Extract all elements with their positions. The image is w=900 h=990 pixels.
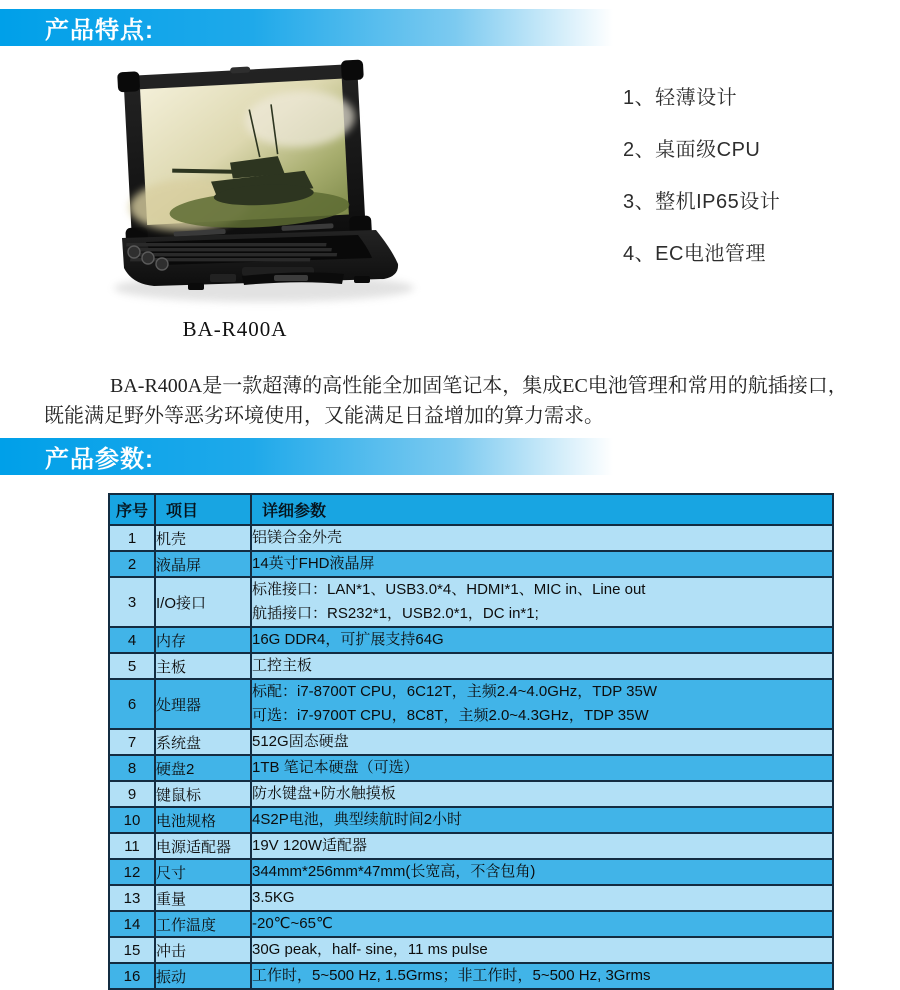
cell-no: 2 <box>109 551 155 577</box>
detail-line: -20℃~65℃ <box>252 915 333 932</box>
cell-details <box>251 577 833 627</box>
cell-item: 主板 <box>155 653 251 679</box>
cell-details <box>251 755 833 781</box>
cell-no: 3 <box>109 577 155 627</box>
detail-line: 14英寸FHD液晶屏 <box>252 555 375 572</box>
features-banner-title: 产品特点: <box>45 17 154 44</box>
header-details: 详细参数 <box>251 494 833 525</box>
detail-line: 512G固态硬盘 <box>252 733 349 750</box>
cell-item: 处理器 <box>155 679 251 729</box>
cell-details <box>251 807 833 833</box>
header-item: 项目 <box>155 494 251 525</box>
detail-line: 标准接口：LAN*1、USB3.0*4、HDMI*1、MIC in、Line out <box>252 581 646 598</box>
params-banner <box>0 438 632 475</box>
table-row <box>109 833 833 859</box>
table-header-row <box>109 494 833 525</box>
cell-no: 12 <box>109 859 155 885</box>
cell-item: 键鼠标 <box>155 781 251 807</box>
speaker-grille <box>210 274 236 282</box>
detail-line: 铝镁合金外壳 <box>252 529 343 546</box>
detail-line: 工作时，5~500 Hz, 1.5Grms；非工作时，5~500 Hz, 3Grms <box>252 967 651 984</box>
feature-item: 4、EC电池管理 <box>623 243 766 265</box>
table-row <box>109 729 833 755</box>
cell-details <box>251 833 833 859</box>
cell-no: 15 <box>109 937 155 963</box>
cell-no: 6 <box>109 679 155 729</box>
cell-item: 电源适配器 <box>155 833 251 859</box>
tank-wallpaper <box>123 78 360 234</box>
table-row <box>109 577 833 627</box>
table-row <box>109 679 833 729</box>
cell-no: 5 <box>109 653 155 679</box>
header-no: 序号 <box>109 494 155 525</box>
detail-line: 航插接口：RS232*1，USB2.0*1，DC in*1; <box>252 605 539 622</box>
cell-item: 重量 <box>155 885 251 911</box>
spec-table-container <box>108 493 834 990</box>
table-row <box>109 781 833 807</box>
features-banner <box>0 9 632 46</box>
cell-details <box>251 937 833 963</box>
cell-item: 电池规格 <box>155 807 251 833</box>
cell-item: 系统盘 <box>155 729 251 755</box>
cell-details <box>251 963 833 989</box>
laptop-lid <box>117 60 372 249</box>
detail-line: 19V 120W适配器 <box>252 837 368 854</box>
table-row <box>109 551 833 577</box>
params-banner-title: 产品参数: <box>45 446 154 473</box>
detail-line: 工控主板 <box>252 657 313 674</box>
cell-no: 16 <box>109 963 155 989</box>
detail-line: 30G peak，half- sine，11 ms pulse <box>252 941 488 958</box>
table-row <box>109 911 833 937</box>
cell-no: 8 <box>109 755 155 781</box>
product-image <box>92 62 422 314</box>
specs-table <box>108 493 834 990</box>
cell-details <box>251 551 833 577</box>
cell-item: 液晶屏 <box>155 551 251 577</box>
cell-item: 尺寸 <box>155 859 251 885</box>
cell-item: I/O接口 <box>155 577 251 627</box>
cell-details <box>251 885 833 911</box>
cell-details <box>251 781 833 807</box>
table-row <box>109 525 833 551</box>
cell-item: 工作温度 <box>155 911 251 937</box>
cell-item: 冲击 <box>155 937 251 963</box>
cell-no: 14 <box>109 911 155 937</box>
cell-item: 机壳 <box>155 525 251 551</box>
cell-no: 10 <box>109 807 155 833</box>
table-row <box>109 859 833 885</box>
detail-line: 1TB 笔记本硬盘（可选） <box>252 759 419 776</box>
cell-no: 1 <box>109 525 155 551</box>
table-row <box>109 755 833 781</box>
detail-line: 4S2P电池，典型续航时间2小时 <box>252 811 463 828</box>
table-row <box>109 653 833 679</box>
cell-details <box>251 859 833 885</box>
table-row <box>109 963 833 989</box>
cell-no: 9 <box>109 781 155 807</box>
detail-line: 可选：i7-9700T CPU，8C8T，主频2.0~4.3GHz，TDP 35W <box>252 707 649 724</box>
cell-no: 11 <box>109 833 155 859</box>
detail-line: 标配：i7-8700T CPU，6C12T，主频2.4~4.0GHz，TDP 35W <box>252 683 657 700</box>
cell-item: 内存 <box>155 627 251 653</box>
cell-item: 振动 <box>155 963 251 989</box>
cell-no: 7 <box>109 729 155 755</box>
cell-details <box>251 525 833 551</box>
cell-no: 13 <box>109 885 155 911</box>
detail-line: 3.5KG <box>252 889 295 906</box>
feature-item: 2、桌面级CPU <box>623 139 761 161</box>
cell-details <box>251 627 833 653</box>
detail-line: 344mm*256mm*47mm(长宽高，不含包角) <box>252 863 536 880</box>
cell-item: 硬盘2 <box>155 755 251 781</box>
cell-details <box>251 679 833 729</box>
feature-item: 1、轻薄设计 <box>623 87 738 109</box>
cell-details <box>251 729 833 755</box>
table-row <box>109 627 833 653</box>
product-description: BA-R400A是一款超薄的高性能全加固笔记本，集成EC电池管理和常用的航插接口，既能满足野外等恶劣环境使用，又能满足日益增加的算力需求。 <box>44 375 848 427</box>
table-row <box>109 807 833 833</box>
specs-table-body <box>109 525 833 989</box>
product-model-label: BA-R400A <box>182 317 288 341</box>
feature-item: 3、整机IP65设计 <box>623 191 781 213</box>
detail-line: 16G DDR4，可扩展支持64G <box>252 631 444 648</box>
cell-no: 4 <box>109 627 155 653</box>
detail-line: 防水键盘+防水触摸板 <box>252 785 396 802</box>
table-row <box>109 937 833 963</box>
laptop-base <box>122 230 398 290</box>
rugged-laptop-illustration <box>92 62 422 314</box>
cell-details <box>251 911 833 937</box>
feature-list <box>623 86 780 294</box>
table-row <box>109 885 833 911</box>
cell-details <box>251 653 833 679</box>
